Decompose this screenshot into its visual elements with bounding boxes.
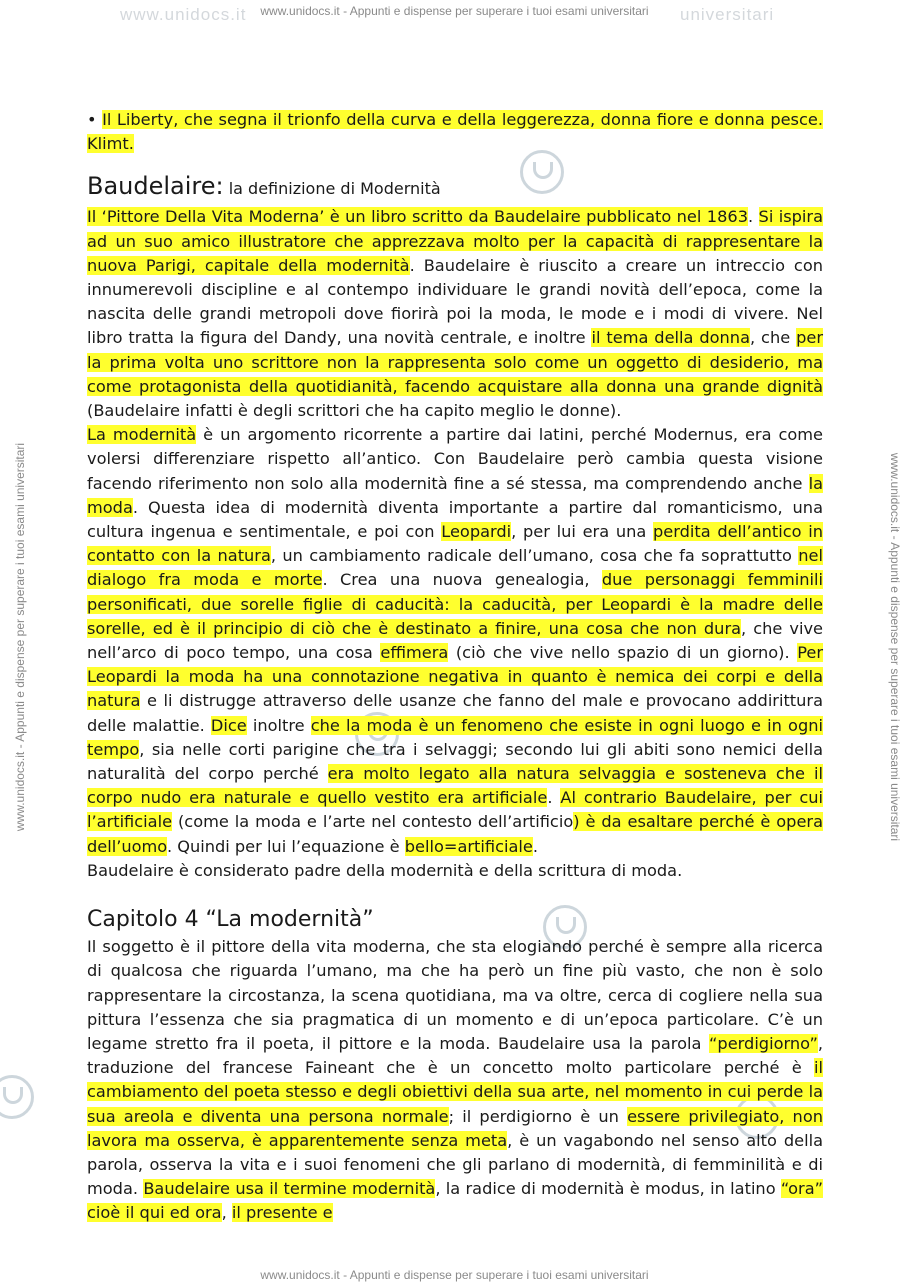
text-run: . — [748, 207, 759, 227]
watermark-top: www.unidocs.it - Appunti e dispense per superare i tuoi esami universitari — [260, 4, 649, 18]
watermark-ghost-left: www.unidocs.it — [120, 5, 247, 24]
highlighted-text: bello=artificiale — [404, 836, 533, 856]
highlighted-text: Il ‘Pittore Della Vita Moderna’ è un libro scritto da Baudelaire pubblicato nel 1863 — [87, 207, 748, 227]
watermark-logo-icon — [0, 1075, 34, 1119]
highlighted-text: il presente e — [231, 1203, 333, 1223]
highlighted-text: per la prima volta uno scrittore non la rappresenta solo come un oggetto di desiderio, ma come protagonista della quotidianità, facendo acquistare alla donna una grande dignità — [87, 328, 823, 396]
liberty-paragraph — [87, 108, 823, 156]
text-run: . Questa idea di modernità diventa importante a partire dal romanticismo, una cultura ingenua e sentimentale, e poi con — [87, 497, 823, 542]
document-body — [87, 108, 823, 1226]
section-heading-baudelaire — [87, 170, 823, 205]
bullet: • — [87, 110, 97, 129]
text-run: . — [547, 788, 561, 808]
highlighted-text: “ora” cioè il qui ed ora — [87, 1179, 823, 1223]
highlighted-text: essere privilegiato, non lavora ma osserva, è apparentemente senza meta — [87, 1106, 823, 1150]
liberty-text: Il Liberty, che segna il trionfo della curva e della leggerezza, donna fiore e donna pesce. Klimt. — [87, 110, 823, 154]
text-run: . — [532, 836, 539, 856]
highlighted-text: due personaggi femminili personificati, due sorelle figlie di caducità: la caducità, per Leopardi è la madre delle sorelle, ed è il principio di ciò che è destinato a finire, una cosa che non dura — [87, 570, 824, 638]
text-run: , che — [750, 328, 797, 348]
text-run: , traduzione del francese Faineant che è un concetto molto particolare perché è — [87, 1033, 823, 1078]
heading-sub: la definizione di Modernità — [223, 179, 441, 199]
text-run: , che vive nell’arco di poco tempo, una cosa — [87, 618, 824, 663]
text-run: , sia nelle corti parigine che tra i selvaggi; secondo lui gli abiti sono nemici della naturalità del corpo perché — [87, 739, 823, 784]
paragraph-pittore — [87, 205, 823, 423]
highlighted-text: Leopardi — [441, 522, 512, 542]
text-run: è un argomento ricorrente a partire dai latini, perché Modernus, era come volersi differenziare rispetto all’antico. Con Baudelaire però cambia questa visione facendo riferimento non solo alla modernità fine a sé stessa, ma comprendendo anche — [87, 425, 823, 493]
text-run: . Quindi per lui l’equazione è — [166, 836, 405, 856]
text-run: , — [221, 1203, 232, 1223]
highlighted-text: perdita dell’antico in contatto con la natura — [87, 522, 823, 566]
text-run: inoltre — [246, 715, 311, 735]
paragraph-soggetto — [87, 935, 823, 1225]
text-run: , la radice di modernità è modus, in latino — [435, 1179, 781, 1199]
highlighted-text: che la moda è un fenomeno che esiste in ogni luogo e in ogni tempo — [87, 715, 823, 759]
text-run: . Baudelaire è riuscito a creare un intreccio con innumerevoli discipline e al contempo individuare le grandi novità dell’epoca, come la nascita delle grandi metropoli dove fiorirà poi la moda, le mode e i modi di vivere. Nel libro tratta la figura del Dandy, una novità centrale, e inoltre — [87, 255, 823, 348]
highlighted-text: La modernità — [87, 425, 197, 445]
paragraph-modernita — [87, 423, 823, 859]
text-run: , è un vagabondo nel senso alto della parola, osserva la vita e i suoi fenomeni che gli parlano di modernità, di femminilità e di moda. — [87, 1130, 823, 1199]
section-heading-capitolo-4: Capitolo 4 “La modernità” — [87, 907, 374, 933]
text-run: ; il perdigiorno è un — [448, 1106, 628, 1126]
text-run: e li distrugge attraverso delle usanze che fanno del male e provocano addirittura delle malattie. — [87, 691, 823, 735]
text-run: (ciò che vive nello spazio di un giorno). — [448, 643, 798, 663]
highlighted-text: Al contrario Baudelaire, per cui l’artificiale — [87, 788, 824, 832]
text-run: (Baudelaire infatti è degli scrittori che ha capito meglio le donne). — [87, 401, 622, 421]
text-run: , per lui era una — [511, 522, 653, 542]
highlighted-text: Si ispira ad un suo amico illustratore che apprezzava molto per la capacità di rappresentare la nuova Parigi, capitale della modernità — [87, 207, 823, 275]
text-run: (come la moda e l’arte nel contesto dell’artificio — [172, 812, 574, 832]
highlighted-text: effimera — [380, 643, 449, 663]
watermark-ghost-right: universitari — [680, 5, 775, 24]
highlighted-text: ) è da esaltare perché è opera dell’uomo — [87, 812, 823, 856]
watermark-left: www.unidocs.it - Appunti e dispense per superare i tuoi esami universitari — [13, 442, 27, 832]
highlighted-text: era molto legato alla natura selvaggia e sosteneva che il corpo nudo era naturale e quello vestito era artificiale — [87, 764, 823, 808]
heading-main: Baudelaire: — [87, 172, 224, 201]
watermark-right: www.unidocs.it - Appunti e dispense per superare i tuoi esami universitari — [888, 452, 902, 842]
highlighted-text: Dice — [210, 715, 247, 735]
highlighted-text: Baudelaire usa il termine modernità — [143, 1179, 436, 1199]
text-run: . Crea una nuova genealogia, — [322, 570, 602, 590]
highlighted-text: nel dialogo fra moda e morte — [87, 546, 823, 590]
highlighted-text: il cambiamento del poeta stesso e degli obiettivi della sua arte, nel momento in cui perde la sua areola e diventa una persona normale — [87, 1058, 823, 1126]
watermark-bottom: www.unidocs.it - Appunti e dispense per superare i tuoi esami universitari — [260, 1268, 649, 1282]
highlighted-text: Per Leopardi la moda ha una connotazione negativa in quanto è nemica dei corpi e della natura — [87, 643, 823, 711]
highlighted-text: la moda — [87, 473, 823, 517]
text-run: , un cambiamento radicale dell’umano, cosa che fa soprattutto — [270, 546, 799, 566]
highlighted-text: “perdigiorno” — [709, 1033, 818, 1053]
highlighted-text: il tema della donna — [591, 328, 750, 348]
paragraph-padre: Baudelaire è considerato padre della modernità e della scrittura di moda. — [87, 860, 683, 880]
text-run: Il soggetto è il pittore della vita moderna, che sta elogiando perché è sempre alla ricerca di qualcosa che riguarda l’umano, ma che ha però un fine più vasto, che non è solo rappresentare la circostanza, la scena quotidiana, ma va oltre, cerca di cogliere nella sua pittura l’essenza che sia pragmatica di un momento e di un’epoca particolare. C’è un legame stretto fra il poeta, il pittore e la moda. Baudelaire usa la parola — [87, 937, 823, 1053]
